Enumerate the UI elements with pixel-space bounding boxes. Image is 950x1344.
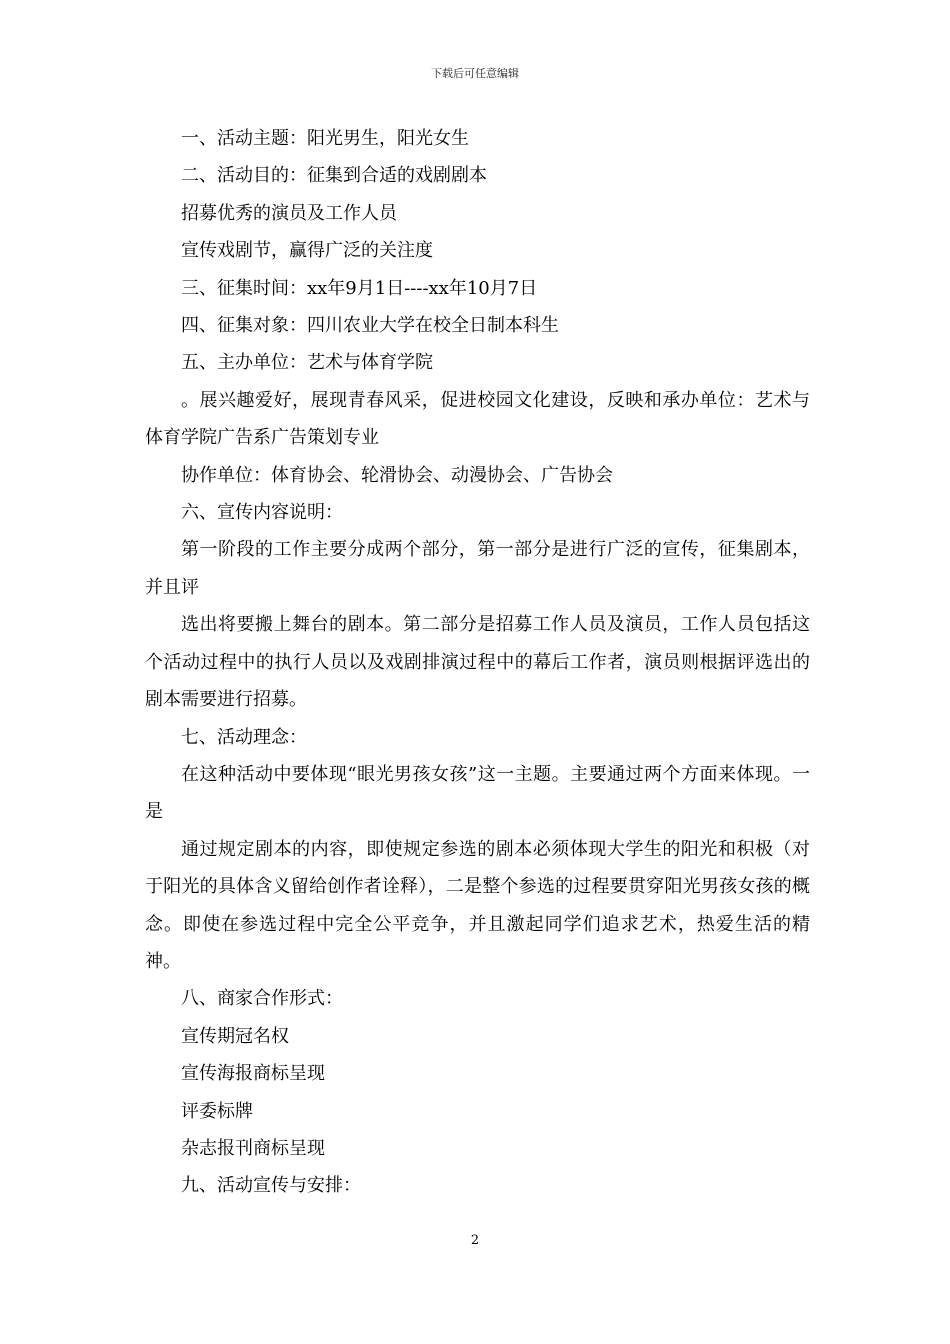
- paragraph: 三、征集时间：xx年9月1日----xx年10月7日: [181, 277, 538, 299]
- paragraph: 杂志报刊商标呈现: [181, 1137, 325, 1159]
- paragraph: 通过规定剧本的内容，即使规定参选的剧本必须体现大学生的阳光和积极（对于阳光的具体含义留给创作者诠释），二是整个参选的过程要贯穿阳光男孩女孩的概念。即使在参选过程中完全公平竞争，并且激起同学们追求艺术，热爱生活的精神。: [145, 838, 810, 972]
- paragraph: 七、活动理念：: [181, 726, 307, 748]
- page-header-note: 下载后可任意编辑: [431, 67, 519, 80]
- paragraph: 宣传戏剧节，赢得广泛的关注度: [181, 240, 433, 262]
- document-body: [145, 120, 810, 1205]
- paragraph: 。展兴趣爱好，展现青春风采，促进校园文化建设，反映和承办单位：艺术与体育学院广告系广告策划专业: [145, 389, 810, 449]
- paragraph: 第一阶段的工作主要分成两个部分，第一部分是进行广泛的宣传，征集剧本，并且评: [145, 539, 810, 598]
- paragraph: 一、活动主题：阳光男生，阳光女生: [181, 128, 469, 149]
- paragraph: 选出将要搬上舞台的剧本。第二部分是招募工作人员及演员，工作人员包括这个活动过程中的执行人员以及戏剧排演过程中的幕后工作者，演员则根据评选出的剧本需要进行招募。: [145, 614, 810, 711]
- page-number: 2: [470, 1233, 480, 1248]
- paragraph: 宣传期冠名权: [181, 1025, 289, 1047]
- paragraph: 五、主办单位：艺术与体育学院: [181, 352, 433, 374]
- paragraph: 评委标牌: [181, 1100, 253, 1122]
- paragraph: 八、商家合作形式：: [181, 988, 343, 1010]
- paragraph: 六、宣传内容说明：: [181, 502, 343, 524]
- paragraph: 在这种活动中要体现“眼光男孩女孩”这一主题。主要通过两个方面来体现。一是: [145, 763, 810, 823]
- paragraph: 招募优秀的演员及工作人员: [181, 202, 397, 224]
- paragraph: 二、活动目的：征集到合适的戏剧剧本: [181, 165, 487, 187]
- paragraph: 协作单位：体育协会、轮滑协会、动漫协会、广告协会: [181, 464, 613, 486]
- paragraph: 宣传海报商标呈现: [181, 1063, 325, 1085]
- paragraph: 九、活动宣传与安排：: [181, 1175, 361, 1197]
- paragraph: 四、征集对象：四川农业大学在校全日制本科生: [181, 315, 559, 337]
